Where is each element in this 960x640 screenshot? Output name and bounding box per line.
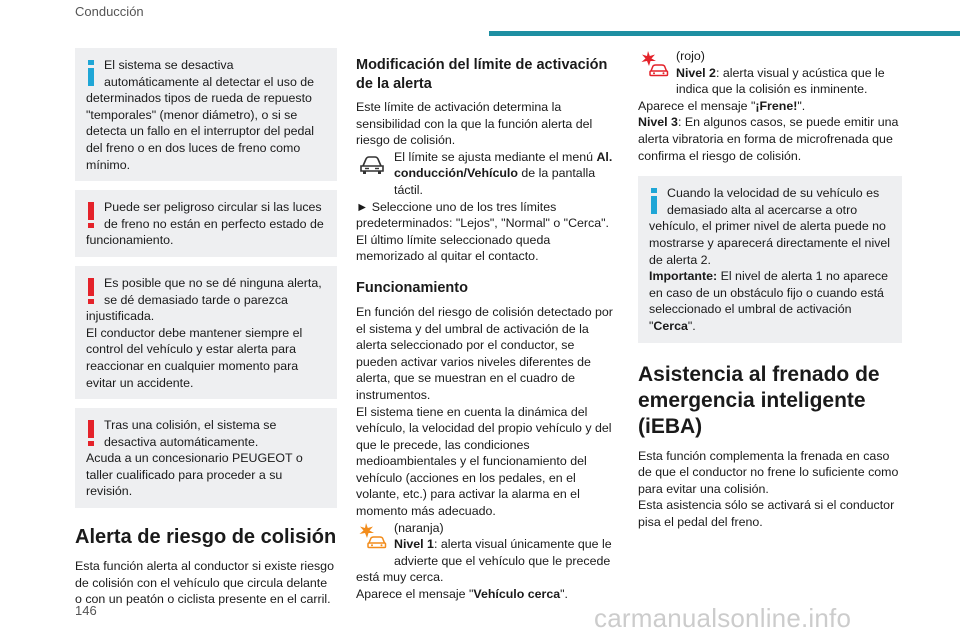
message-suffix: ". — [560, 587, 568, 602]
paragraph: Este límite de activación determina la sensibilidad con la que la función alerta del riesgo de colisión. — [356, 100, 593, 148]
info-note-text: El sistema se desactiva automáticamente al detectar el uso de determinados tipos de rueda de repuesto "temporales" (menor diámetro), o si se detecta un fallo en el interruptor del pedal del freno o en dos luces de freno como mínimo. — [86, 58, 315, 172]
paragraph: Esta función complementa la frenada en caso de que el conductor no frene lo suficiente como para evitar una colisión. — [638, 448, 899, 496]
info-note-text: ". — [687, 318, 696, 333]
warning-icon — [86, 278, 96, 304]
selection-step: ► Seleccione uno de los tres límites predeterminados: "Lejos", "Normal" o "Cerca". — [356, 199, 609, 231]
alert-level-text: : alerta visual y acústica que le indica que la colisión es inminente. — [676, 65, 885, 97]
info-icon — [86, 60, 96, 86]
warning-note-text: Puede ser peligroso circular si las luces de freno no están en perfecto estado de funcionamiento. — [86, 200, 324, 248]
message-prefix: Aparece el mensaje " — [638, 98, 756, 113]
info-note — [75, 48, 337, 181]
subsection-title: Funcionamiento — [356, 279, 468, 296]
warning-note-text: Tras una colisión, el sistema se desactiva automáticamente. — [104, 418, 277, 449]
dashboard-message: Vehículo cerca — [473, 587, 561, 602]
warning-note-text: Es posible que no se dé ninguna alerta, se dé demasiado tarde o parezca injustificada. — [86, 275, 322, 324]
warning-note — [75, 190, 337, 257]
paragraph: El último límite seleccionado queda memorizado al quitar el contacto. — [356, 232, 551, 264]
alert-level-label: Nivel 1 — [394, 537, 434, 552]
warning-icon — [86, 202, 96, 228]
section-title: Alerta de riesgo de colisión — [75, 526, 337, 549]
running-header: Conducción — [75, 4, 144, 19]
column-1 — [75, 48, 337, 608]
info-note-text: El nivel de alerta 1 no aparece en caso de un obstáculo fijo o cuando está seleccionado el umbral de activación " — [649, 269, 888, 333]
warning-note — [75, 408, 337, 508]
column-3 — [638, 48, 902, 530]
warning-icon — [86, 420, 96, 446]
section-title: Asistencia al frenado de emergencia inteligente (iEBA) — [638, 362, 880, 438]
alert-color-label: (naranja) — [394, 520, 444, 535]
info-note — [638, 176, 902, 342]
threshold-value: Cerca — [653, 318, 688, 333]
red-collision-alert-icon — [638, 48, 670, 80]
car-menu-icon — [356, 149, 388, 181]
alert-level-label: Nivel 3 — [638, 115, 678, 130]
section-body: Esta función alerta al conductor si existe riesgo de colisión con el vehículo que circula delante o con un peatón o ciclista presente en el carril. — [75, 559, 334, 607]
message-suffix: ". — [797, 98, 806, 113]
menu-instruction — [356, 149, 618, 199]
instruction-text: El límite se ajusta mediante el menú — [394, 149, 597, 164]
instruction-text: de la pantalla táctil. — [394, 166, 596, 197]
info-icon — [649, 188, 659, 214]
important-label: Importante: — [649, 269, 718, 284]
paragraph: El sistema tiene en cuenta la dinámica del vehículo, la velocidad del propio vehículo y del que le precede, las condiciones medioambientales y el funcionamiento del vehículo (acciones en los pedales, en el volante, etc.) para activar la alarma en el momento más adecuado. — [356, 404, 612, 519]
message-prefix: Aparece el mensaje " — [356, 587, 474, 602]
page-number: 146 — [75, 603, 97, 618]
alert-color-label: (rojo) — [676, 49, 705, 63]
paragraph: Esta asistencia sólo se activará si el conductor pisa el pedal del freno. — [638, 498, 895, 529]
watermark: carmanualsonline.info — [594, 603, 852, 633]
alert-level-label: Nivel 2 — [676, 65, 716, 80]
warning-note-text: Acuda a un concesionario PEUGEOT o taller cualificado para proceder a su revisión. — [86, 451, 303, 499]
column-2 — [356, 48, 618, 603]
subsection-title: Modificación del límite de activación de la alerta — [356, 57, 608, 92]
orange-collision-alert-icon — [356, 520, 388, 552]
header-accent-bar — [489, 31, 960, 36]
menu-path: Al. conducción/Vehículo — [394, 149, 613, 181]
warning-note-text: El conductor debe mantener siempre el control del vehículo y estar alerta para reaccionar en cualquier momento para evitar un accidente. — [86, 325, 303, 390]
dashboard-message: ¡Frene! — [755, 98, 798, 113]
alert-level-1 — [356, 520, 618, 603]
alert-level-2 — [638, 48, 902, 164]
alert-level-text: : En algunos casos, se puede emitir una alerta vibratoria en forma de microfrenada que confirma el riesgo de colisión. — [638, 115, 899, 163]
info-note-text: Cuando la velocidad de su vehículo es demasiado alta al acercarse a otro vehículo, el primer nivel de alerta puede no mostrarse y aparecerá directamente el nivel de alerta 2. — [649, 186, 891, 267]
warning-note — [75, 266, 337, 399]
alert-level-text: : alerta visual únicamente que le advierte que el vehículo que le precede está muy cerca. — [356, 537, 612, 585]
paragraph: En función del riesgo de colisión detectado por el sistema y del umbral de activación de la alerta seleccionado por el conductor, se pueden activar varios niveles diferentes de alerta, que se muestran en el cuadro de instrumentos. — [356, 304, 613, 402]
